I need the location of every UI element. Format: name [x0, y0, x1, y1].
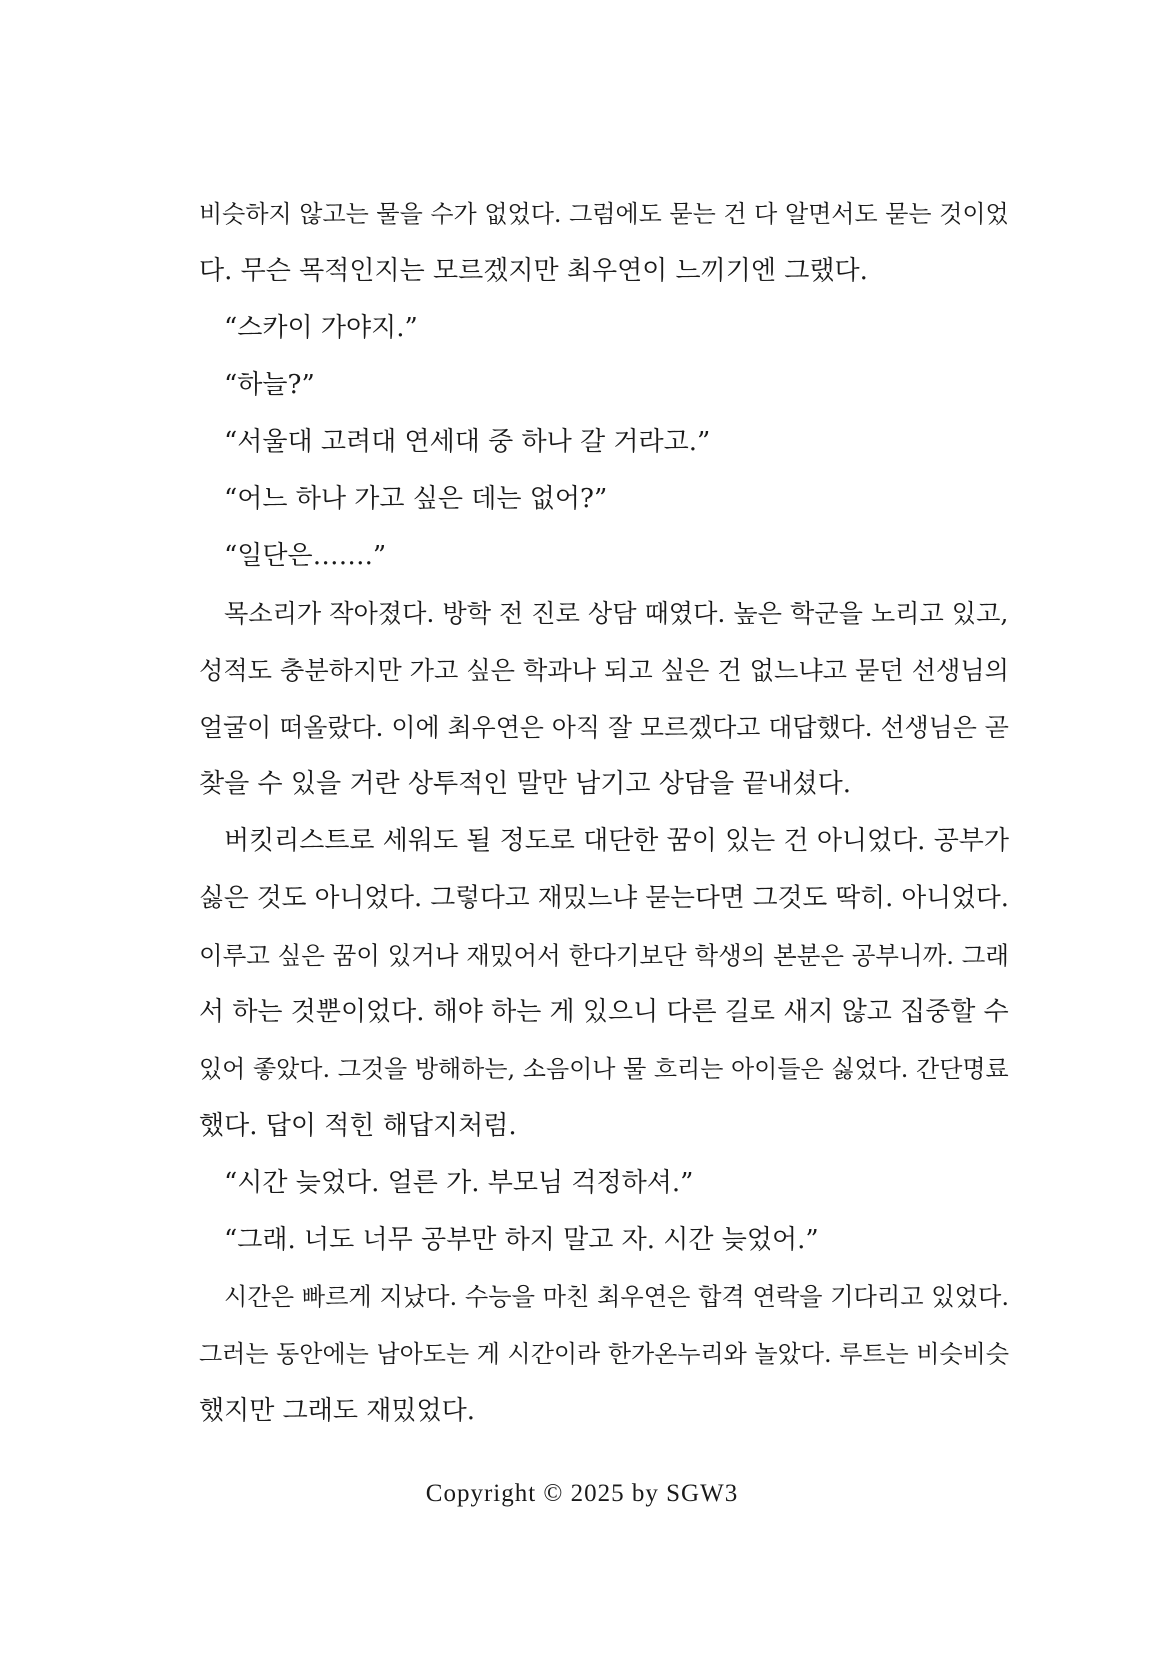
dialogue-line: “시간 늦었다. 얼른 가. 부모님 걱정하셔.”: [224, 1168, 694, 1198]
text-line: 했지만 그래도 재밌었다.: [199, 1396, 475, 1426]
dialogue-line: “서울대 고려대 연세대 중 하나 갈 거라고.”: [224, 427, 711, 457]
text-line: 싫은 것도 아니었다. 그렇다고 재밌느냐 묻는다면 그것도 딱히. 아니었다.: [199, 883, 1009, 913]
text-line: 시간은 빠르게 지났다. 수능을 마친 최우연은 합격 연락을 기다리고 있었다.: [224, 1283, 1010, 1311]
text-line: 서 하는 것뿐이었다. 해야 하는 게 있으니 다른 길로 새지 않고 집중할 수: [199, 997, 1009, 1027]
dialogue-line: “스카이 가야지.”: [224, 313, 418, 343]
text-line: 버킷리스트로 세워도 될 정도로 대단한 꿈이 있는 건 아니었다. 공부가: [224, 826, 1009, 856]
text-line: 했다. 답이 적힌 해답지처럼.: [199, 1111, 517, 1141]
text-line: 목소리가 작아졌다. 방학 전 진로 상담 때였다. 높은 학군을 노리고 있고,: [224, 599, 1009, 628]
text-line: 성적도 충분하지만 가고 싶은 학과나 되고 싶은 건 없느냐고 묻던 선생님의: [199, 656, 1009, 685]
text-line: 그러는 동안에는 남아도는 게 시간이라 한가온누리와 놀았다. 루트는 비슷비슷: [199, 1340, 1010, 1368]
text-line: 이루고 싶은 꿈이 있거나 재밌어서 한다기보단 학생의 본분은 공부니까. 그래: [199, 941, 1010, 970]
body-text: [199, 186, 1009, 1440]
dialogue-line: “하늘?”: [224, 370, 315, 400]
text-line: 있어 좋았다. 그것을 방해하는, 소음이나 물 흐리는 아이들은 싫었다. 간단명료: [199, 1055, 1009, 1083]
dialogue-line: “어느 하나 가고 싶은 데는 없어?”: [224, 484, 608, 514]
text-line: 얼굴이 떠올랐다. 이에 최우연은 아직 잘 모르겠다고 대답했다. 선생님은 곧: [199, 713, 1009, 742]
dialogue-line: “일단은…….”: [224, 541, 387, 571]
text-line: 다. 무슨 목적인지는 모르겠지만 최우연이 느끼기엔 그랬다.: [199, 256, 868, 286]
text-line: 비슷하지 않고는 물을 수가 없었다. 그럼에도 묻는 건 다 알면서도 묻는 것이었: [199, 200, 1009, 228]
text-line: 찾을 수 있을 거란 상투적인 말만 남기고 상담을 끝내셨다.: [199, 769, 852, 799]
dialogue-line: “그래. 너도 너무 공부만 하지 말고 자. 시간 늦었어.”: [224, 1225, 819, 1255]
copyright-footer: Copyright © 2025 by SGW3: [425, 1480, 739, 1507]
